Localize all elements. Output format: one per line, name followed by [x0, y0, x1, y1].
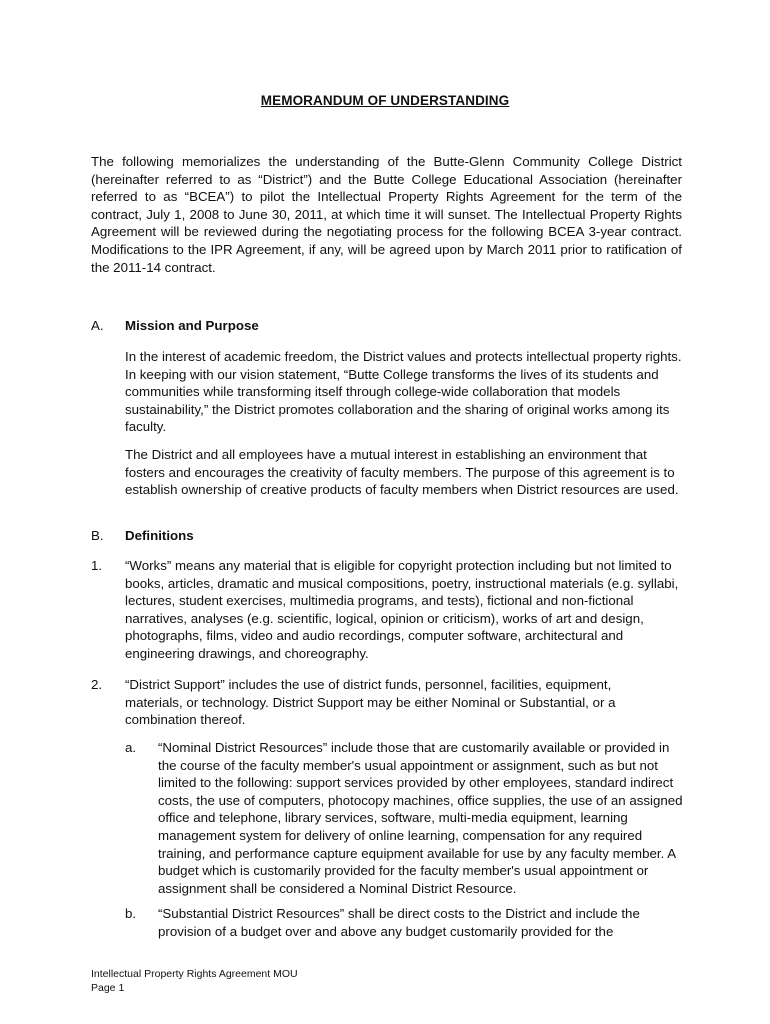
section-a-paragraph-2: The District and all employees have a mutual interest in establishing an environment that fosters and encourages the creativity of faculty members. The purpose of this agreement is to establish ownership of creative products of faculty members when District resources are used.	[125, 447, 679, 498]
sub-item-a-text: “Nominal District Resources” include those that are customarily available or provided in the course of the faculty member's usual appointment or assignment, such as but not limited to the following: support services provided by other employees, standard indirect costs, the use of computers, photocopy machines, office supplies, the use of an assigned office and telephone, library services, software, multi-media equipment, learning management system for delivery of online learning, compensation for any required training, and performance capture equipment available for use by any faculty member. A budget which is customarily provided for the faculty member's usual appointment or assignment shall be considered a Nominal District Resource.	[158, 740, 683, 896]
footer-page-number: Page 1	[91, 981, 125, 994]
sub-item-b-marker: b.	[125, 906, 137, 921]
sub-item-b-text: “Substantial District Resources” shall be direct costs to the District and include the provision of a budget over and above any budget customarily provided for the	[158, 906, 640, 939]
footer-document-name: Intellectual Property Rights Agreement MOU	[91, 968, 298, 980]
section-b-marker: B.	[91, 528, 104, 543]
section-b-title: Definitions	[125, 528, 194, 543]
item-1-marker: 1.	[91, 558, 103, 573]
item-2-text: “District Support” includes the use of district funds, personnel, facilities, equipment, materials, or technology. District Support may be either Nominal or Substantial, or a combination thereof.	[125, 677, 616, 728]
item-2-marker: 2.	[91, 677, 103, 692]
intro-paragraph: The following memorializes the understanding of the Butte-Glenn Community College District (hereinafter referred to as “District”) and the Butte College Educational Association (hereinafter referred to as “BCEA”) to pilot the Intellectual Property Rights Agreement for the term of the contract, July 1, 2008 to June 30, 2011, at which time it will sunset. The Intellectual Property Rights Agreement will be reviewed during the negotiating process for the following BCEA 3-year contract. Modifications to the IPR Agreement, if any, will be agreed upon by March 2011 prior to ratification of the 2011-14 contract.	[91, 154, 682, 275]
document-title: MEMORANDUM OF UNDERSTANDING	[260, 93, 510, 108]
item-1-text: “Works” means any material that is eligible for copyright protection including but not limited to books, articles, dramatic and musical compositions, poetry, instructional materials (e.g. syllabi, lectures, student exercises, multimedia programs, and tests), fictional and non-fictional narratives, analyses (e.g. scientific, logical, opinion or criticism), works of art and design, photographs, films, video and audio recordings, computer software, architectural and engineering drawings, and choreography.	[125, 558, 679, 661]
page-footer	[91, 968, 298, 995]
section-a-marker: A.	[91, 318, 104, 333]
section-a-title: Mission and Purpose	[125, 318, 259, 333]
section-a-paragraph-1: In the interest of academic freedom, the District values and protects intellectual property rights. In keeping with our vision statement, “Butte College transforms the lives of its students and communities while transforming itself through college-wide collaboration that models sustainability,” the District promotes collaboration and the sharing of original works among its faculty.	[125, 349, 682, 435]
sub-item-a-marker: a.	[125, 740, 137, 755]
